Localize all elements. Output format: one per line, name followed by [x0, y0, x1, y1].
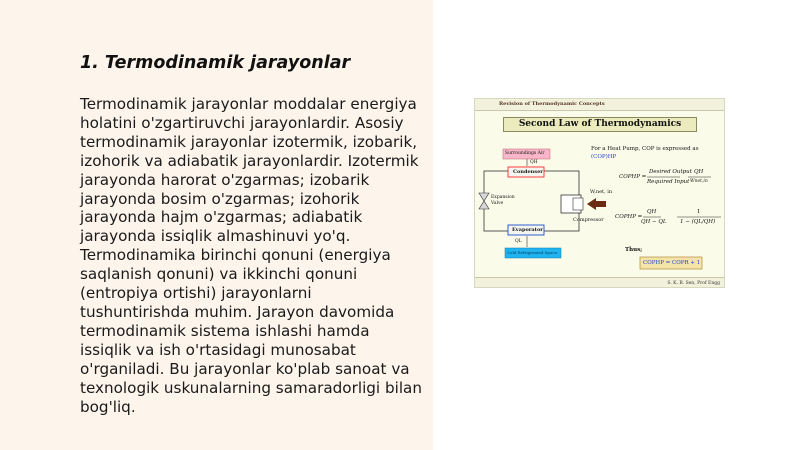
work-input-arrow — [587, 198, 606, 210]
cop-frac2-den: Wnet,in — [690, 179, 708, 184]
cop-frac-num: Desired Output — [649, 169, 692, 175]
cop2-num: QH — [647, 209, 657, 215]
condenser-label: Condenser — [513, 169, 543, 175]
slide-body-text: Termodinamik jarayonlar moddalar energiya holatini o'zgartiruvchi jarayonlardir. Asosiy termodinamik jarayonlar izotermik, izobarik, izohorik va adiabatik jarayonlardir. Izotermik jarayonda harorat o'zgarmas; izobarik jarayonda bosim o'zgarmas; izohorik jarayonda hajm o'zgarmas; adiabatik jarayonda issiqlik almashinuvi yo'q. Termodinamika birinchi qonuni (energiya saqlanish qonuni) va ikkinchi qonuni (entropiya ortishi) jarayonlarni tushuntirishda muhim. Jarayon davomida termodinamik sistema ishlashi hamda issiqlik va ish o'rtasidagi munosabat o'rganiladi. Bu jarayonlar ko'plab sanoat va texnologik uskunalarning samaradorligi bilan bog'liq. — [80, 95, 422, 416]
ql-label: QL — [515, 239, 522, 244]
work-label: W,net, in — [590, 189, 613, 195]
heat-pump-text-2: (COP)HP — [591, 154, 617, 160]
compressor-label: Compressor — [573, 217, 604, 223]
expansion-valve-icon-top — [479, 193, 489, 201]
thus-label: Thus; — [625, 247, 643, 253]
cop-lhs: COPHP = — [619, 174, 647, 180]
cop2-den: QH − QL — [641, 219, 667, 225]
cop2-lhs: COPHP = — [615, 214, 643, 220]
compressor-cylinder — [573, 198, 583, 210]
heat-pump-text-1: For a Heat Pump, COP is expressed as — [591, 146, 699, 152]
cop-frac-den: Required Input — [647, 179, 690, 185]
expansion-valve-icon-bottom — [479, 201, 489, 209]
second-law-figure — [474, 98, 725, 288]
figure-banner: Second Law of Thermodynamics — [503, 117, 697, 132]
evaporator-label: Evaporator — [512, 227, 543, 233]
figure-footer-text: S. K. B. Sen, Prof Engg — [667, 281, 720, 286]
cold-space-label: Cold Refrigerated Space — [507, 250, 557, 255]
figure-header-text: Revision of Thermodynamic Concepts — [499, 101, 605, 107]
cop3-num: 1 — [697, 209, 701, 215]
cop3-den: 1 − (QL/QH) — [680, 219, 716, 225]
slide-title: 1. Termodinamik jarayonlar — [80, 53, 351, 73]
surroundings-label: Surroundings Air — [505, 151, 545, 156]
expansion-valve-label: Expansion Valve — [491, 195, 515, 206]
cop-frac2-num: QH — [694, 169, 704, 175]
qh-label: QH — [530, 160, 538, 165]
cop-result: COPHP = COPR + 1 — [643, 260, 701, 266]
